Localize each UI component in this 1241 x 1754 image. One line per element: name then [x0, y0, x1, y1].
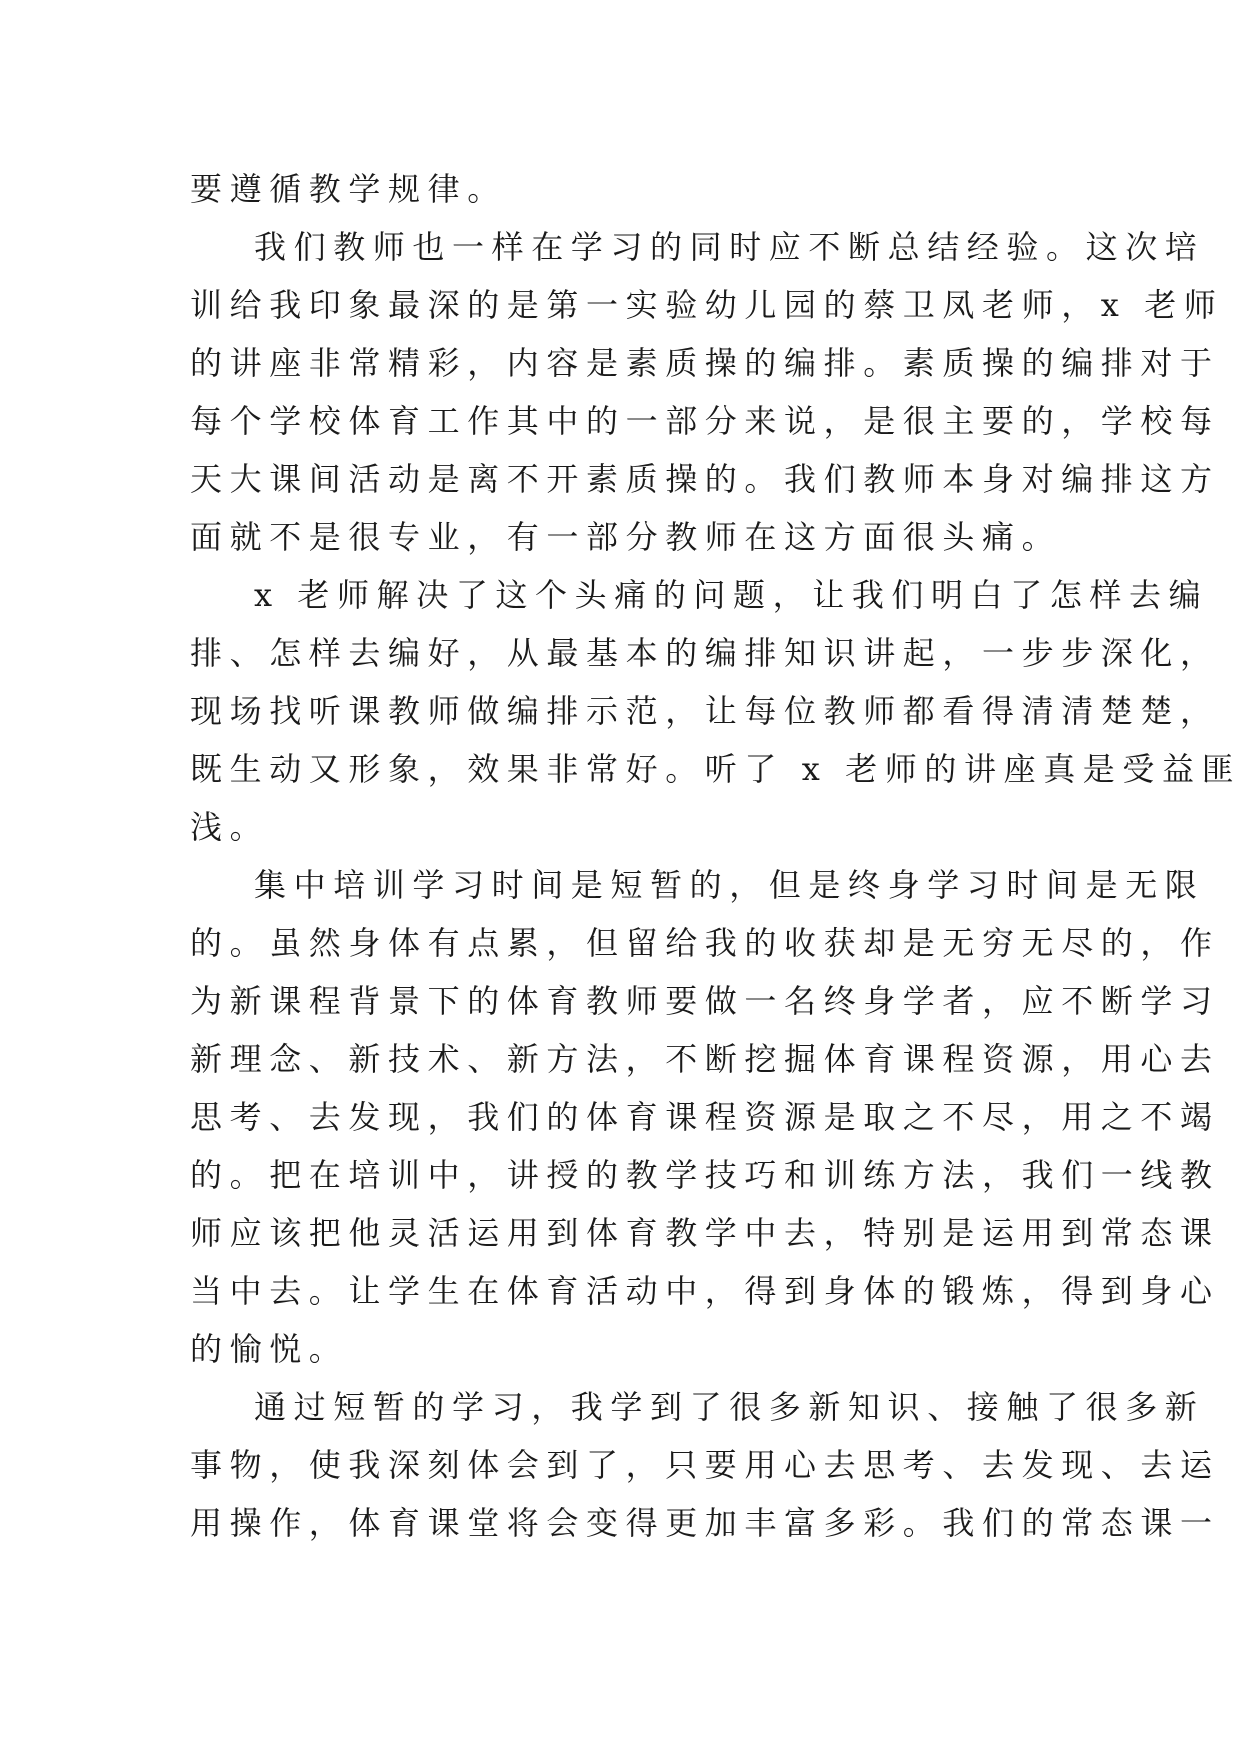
paragraph-first-line: x 老师解决了这个头痛的问题，让我们明白了怎样去编	[254, 576, 1209, 614]
text-line: 当中去。让学生在体育活动中，得到身体的锻炼，得到身心	[190, 1272, 1220, 1310]
text-line: 事物，使我深刻体会到了，只要用心去思考、去发现、去运	[190, 1446, 1220, 1484]
text-line: 排、怎样去编好，从最基本的编排知识讲起，一步步深化，	[190, 634, 1220, 672]
text-line: 思考、去发现，我们的体育课程资源是取之不尽，用之不竭	[190, 1098, 1220, 1136]
text-line: 训给我印象最深的是第一实验幼儿园的蔡卫凤老师，x 老师	[190, 286, 1224, 324]
text-line: 天大课间活动是离不开素质操的。我们教师本身对编排这方	[190, 460, 1220, 498]
paragraph-first-line: 集中培训学习时间是短暂的，但是终身学习时间是无限	[254, 866, 1205, 904]
text-line: 的。把在培训中，讲授的教学技巧和训练方法，我们一线教	[190, 1156, 1220, 1194]
text-line: 新理念、新技术、新方法，不断挖掘体育课程资源，用心去	[190, 1040, 1220, 1078]
paragraph-first-line: 通过短暂的学习，我学到了很多新知识、接触了很多新	[254, 1388, 1205, 1426]
text-line: 的愉悦。	[190, 1330, 349, 1368]
text-line: 师应该把他灵活运用到体育教学中去，特别是运用到常态课	[190, 1214, 1220, 1252]
text-line: 浅。	[190, 808, 270, 846]
text-line: 既生动又形象，效果非常好。听了 x 老师的讲座真是受益匪	[190, 750, 1241, 788]
text-line: 现场找听课教师做编排示范，让每位教师都看得清清楚楚，	[190, 692, 1220, 730]
text-line: 每个学校体育工作其中的一部分来说，是很主要的，学校每	[190, 402, 1220, 440]
text-line: 面就不是很专业，有一部分教师在这方面很头痛。	[190, 518, 1062, 556]
text-line: 的讲座非常精彩，内容是素质操的编排。素质操的编排对于	[190, 344, 1220, 382]
paragraph-first-line: 我们教师也一样在学习的同时应不断总结经验。这次培	[254, 228, 1205, 266]
text-line: 用操作，体育课堂将会变得更加丰富多彩。我们的常态课一	[190, 1504, 1220, 1542]
text-line: 的。虽然身体有点累，但留给我的收获却是无穷无尽的，作	[190, 924, 1220, 962]
text-line: 要遵循教学规律。	[190, 170, 507, 208]
text-line: 为新课程背景下的体育教师要做一名终身学者，应不断学习	[190, 982, 1220, 1020]
document-body	[190, 160, 1241, 1552]
